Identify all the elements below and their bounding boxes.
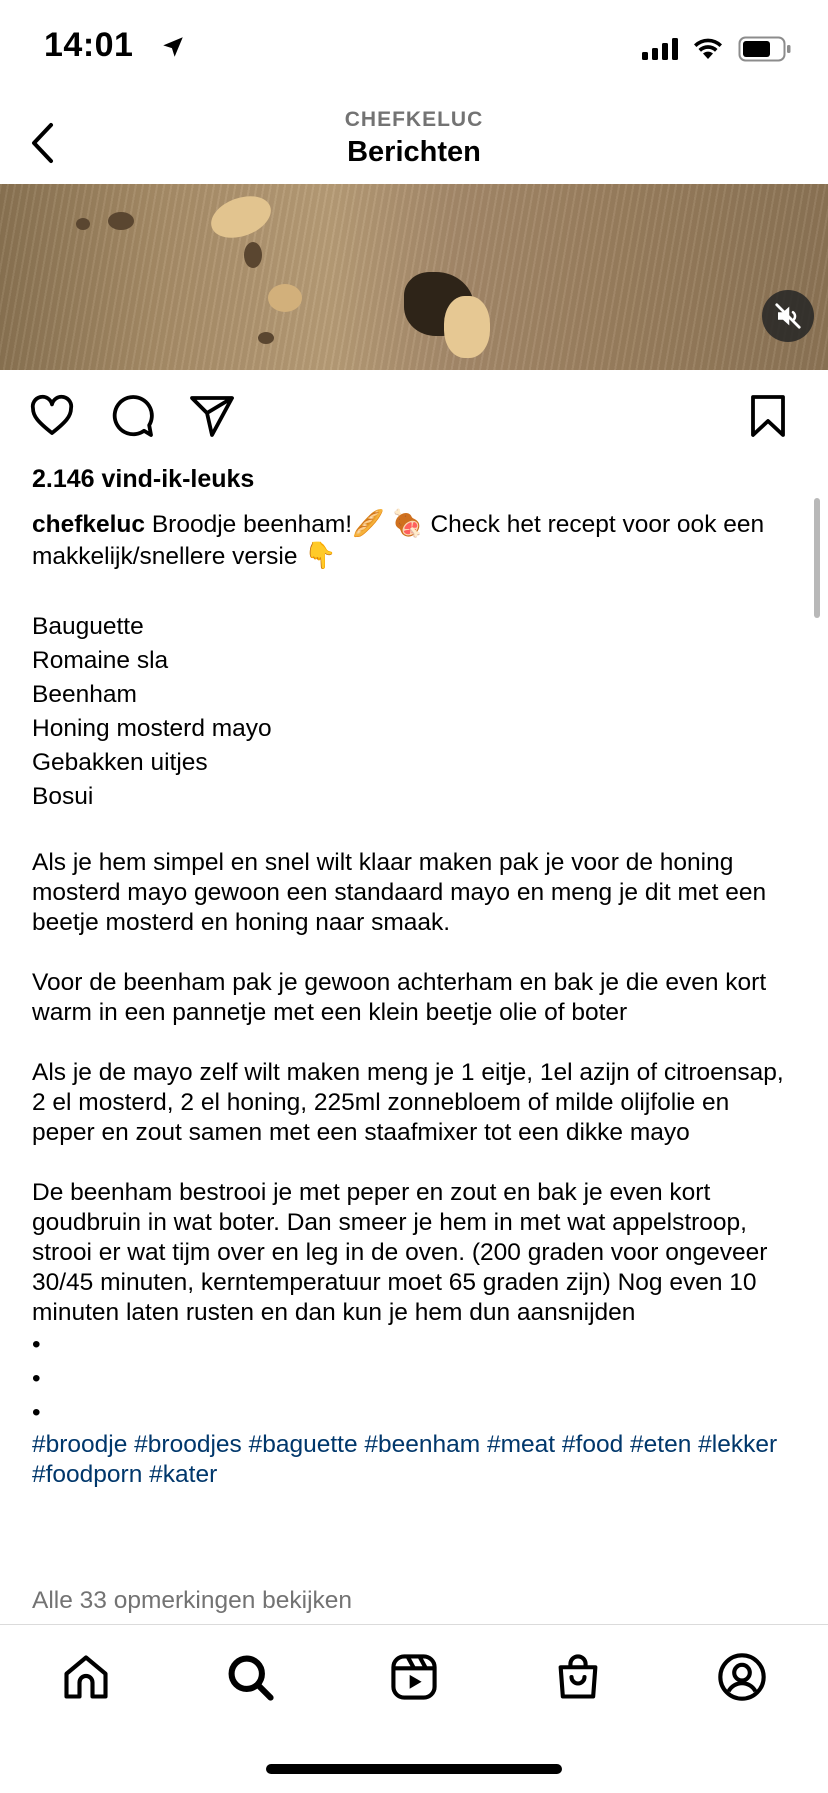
ingredient-item: Bauguette [32, 613, 144, 640]
tab-profile[interactable] [712, 1647, 772, 1707]
tab-search[interactable] [220, 1647, 280, 1707]
crumb [258, 332, 274, 344]
search-icon [224, 1651, 276, 1703]
post-actions [0, 390, 828, 448]
likes-count[interactable]: 2.146 vind-ik-leuks [32, 465, 255, 493]
like-button[interactable] [28, 392, 76, 445]
hashtag[interactable]: #beenham [364, 1431, 481, 1458]
hashtag-list [32, 1430, 796, 1490]
caption-dot: • [32, 1399, 41, 1426]
profile-icon [716, 1651, 768, 1703]
view-comments-link[interactable]: Alle 33 opmerkingen bekijken [32, 1587, 353, 1614]
caption-dot: • [32, 1331, 41, 1358]
hashtag[interactable]: #lekker [698, 1431, 778, 1458]
hashtag[interactable]: #eten [630, 1431, 692, 1458]
paper-plane-icon [188, 392, 236, 440]
crumb [108, 212, 134, 230]
baguette-emoji: 🥖 [352, 508, 385, 538]
hashtag[interactable]: #broodje [32, 1431, 128, 1458]
tab-reels[interactable] [384, 1647, 444, 1707]
hashtag[interactable]: #food [561, 1431, 624, 1458]
scrollbar[interactable] [814, 498, 820, 618]
ingredient-item: Romaine sla [32, 647, 169, 674]
crumb [268, 284, 302, 312]
comment-icon [108, 392, 156, 440]
tab-home[interactable] [56, 1647, 116, 1707]
status-bar [0, 0, 828, 100]
cellular-signal-icon [642, 38, 678, 60]
hashtag[interactable]: #baguette [248, 1431, 358, 1458]
hashtag[interactable]: #meat [487, 1431, 556, 1458]
home-icon [60, 1651, 112, 1703]
caption-paragraph: Voor de beenham pak je gewoon achterham en bak je die even kort warm in een pannetje met een klein beetje olie of boter [32, 969, 767, 1026]
account-name: CHEFKELUC [344, 108, 484, 131]
hashtag[interactable]: #kater [149, 1461, 218, 1488]
hashtag[interactable]: #foodporn [32, 1461, 143, 1488]
post-video[interactable] [0, 184, 828, 370]
battery-icon [738, 36, 792, 62]
caption-paragraph: De beenham bestrooi je met peper en zout en bak je even kort goudbruin in wat boter. Dan smeer je hem in met wat appelstroop, strooi er wat tijm over en leg in de oven. (200 graden voor ongeveer 30/45 minuten, kerntemperatuur moet 65 graden zijn) Nog even 10 minuten laten rusten en dan kun je hem dun aansnijden [32, 1179, 768, 1326]
ingredient-item: Beenham [32, 681, 137, 708]
heart-icon [28, 392, 76, 440]
share-button[interactable] [188, 392, 236, 445]
ingredient-item: Honing mosterd mayo [32, 715, 272, 742]
crumb [244, 242, 262, 268]
caption-dot: • [32, 1365, 41, 1392]
caption-text-2: Check het recept voor ook een makkelijk/snellere versie [32, 511, 765, 570]
home-indicator[interactable] [266, 1764, 562, 1774]
speaker-muted-icon [773, 301, 803, 331]
ingredient-item: Bosui [32, 783, 94, 810]
crumb [444, 296, 490, 358]
tab-shop[interactable] [548, 1647, 608, 1707]
nav-header [0, 100, 828, 184]
mute-button[interactable] [762, 290, 814, 342]
shop-icon [552, 1651, 604, 1703]
caption-paragraph: Als je hem simpel en snel wilt klaar maken pak je voor de honing mosterd mayo gewoon een standaard mayo en meng je dit met een beetje mosterd en honing naar smaak. [32, 849, 767, 936]
crumb [76, 218, 90, 230]
meat-emoji: 🍖 [391, 508, 424, 538]
status-time: 14:01 [44, 26, 134, 64]
comment-button[interactable] [108, 392, 156, 445]
pointing-down-emoji: 👇 [304, 540, 337, 570]
page-title: Berichten [347, 136, 481, 168]
save-button[interactable] [744, 392, 792, 445]
caption-intro [32, 508, 796, 572]
bookmark-icon [744, 392, 792, 440]
hashtag[interactable]: #broodjes [134, 1431, 242, 1458]
reels-icon [388, 1651, 440, 1703]
caption-text: Broodje beenham! [151, 511, 353, 538]
post-caption [32, 508, 796, 1490]
ingredient-item: Gebakken uitjes [32, 749, 208, 776]
caption-paragraph: Als je de mayo zelf wilt maken meng je 1 eitje, 1el azijn of citroensap, 2 el mosterd, 2 el honing, 225ml zonnebloem of milde olijfolie en peper en zout samen met een staafmixer tot een dikke mayo [32, 1059, 784, 1146]
wifi-icon [692, 37, 724, 61]
caption-username[interactable]: chefkeluc [32, 511, 146, 538]
location-arrow-icon [160, 34, 186, 60]
